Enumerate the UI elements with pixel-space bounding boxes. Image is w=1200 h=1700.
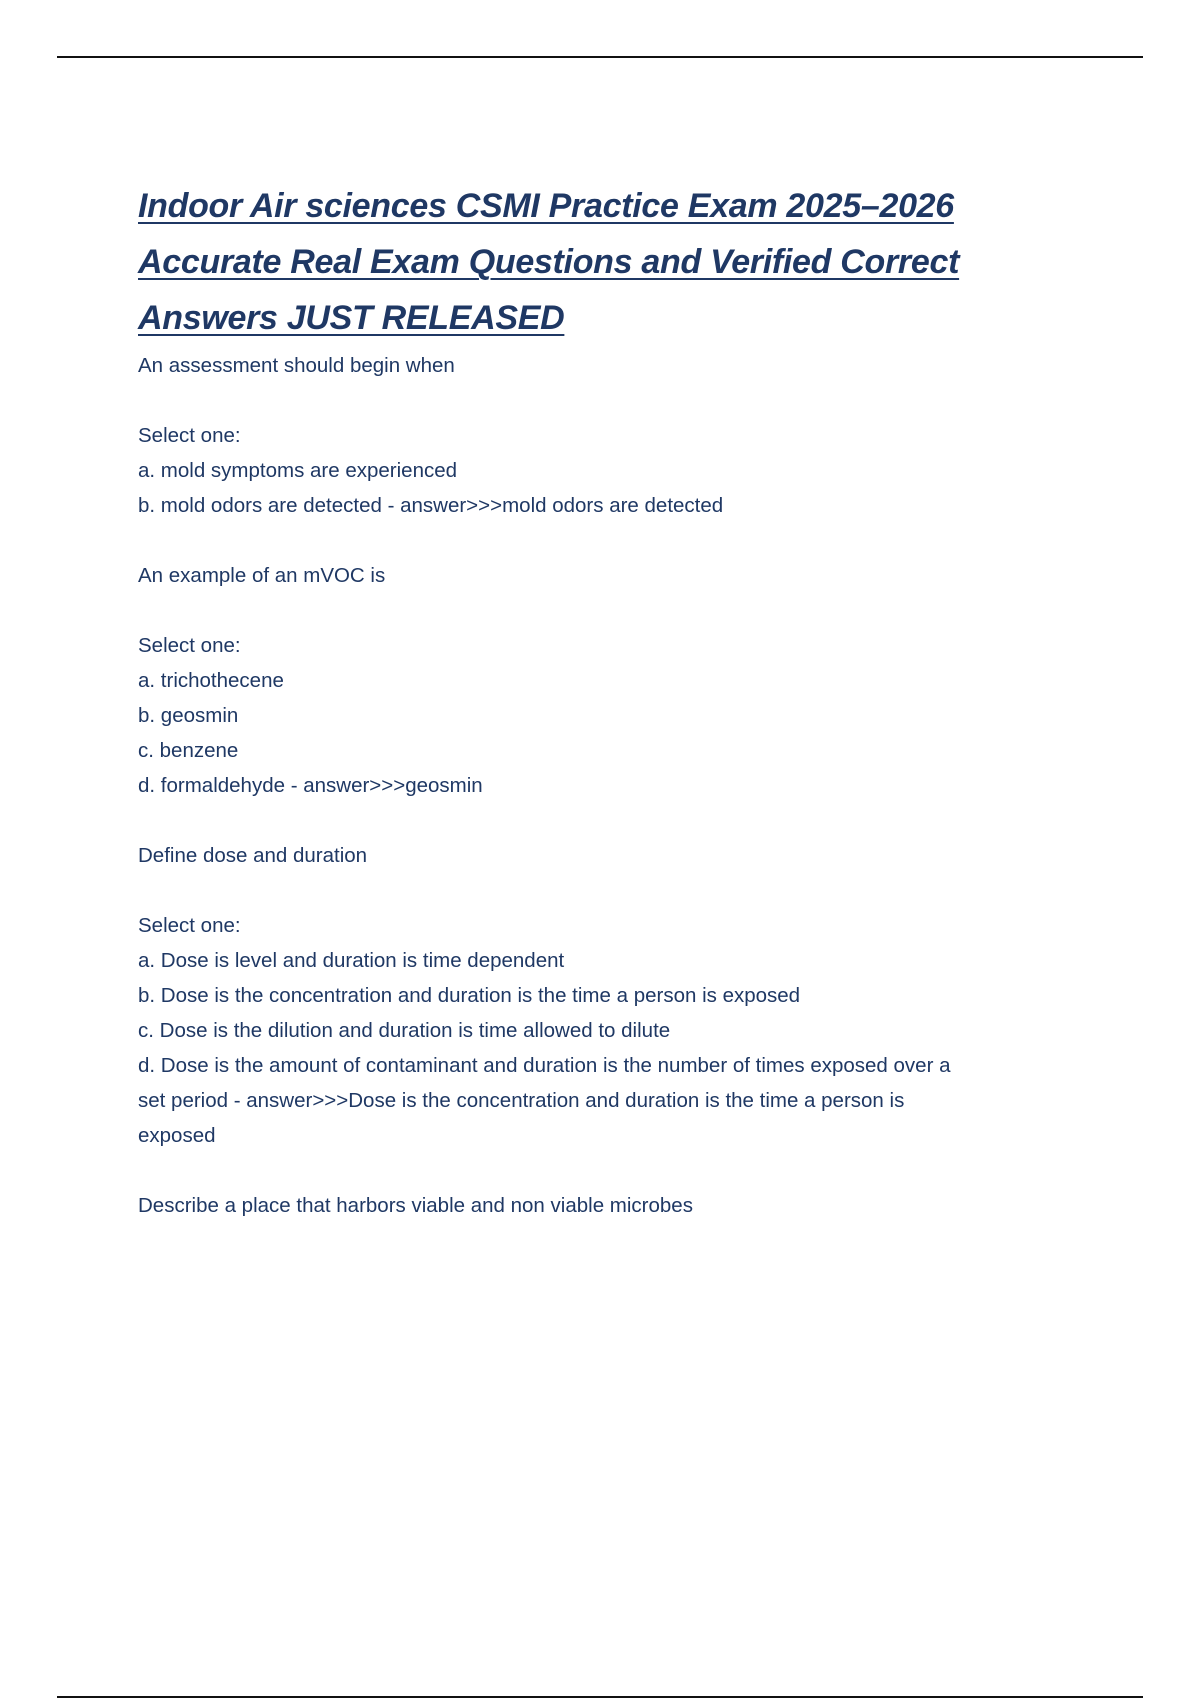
option-a: a. mold symptoms are experienced bbox=[138, 459, 458, 482]
spacer bbox=[138, 593, 1078, 628]
document-content bbox=[138, 178, 1078, 1223]
select-label: Select one: bbox=[138, 424, 241, 447]
option-b: b. mold odors are detected - answer>>>mold odors are detected bbox=[138, 494, 724, 517]
question-1 bbox=[138, 348, 1078, 558]
title-line-3: Answers JUST RELEASED bbox=[138, 299, 565, 337]
option-d-continued: set period - answer>>>Dose is the concentration and duration is the time a person is bbox=[138, 1089, 905, 1112]
spacer bbox=[138, 1153, 1078, 1188]
question-4 bbox=[138, 1188, 1078, 1223]
select-label: Select one: bbox=[138, 914, 241, 937]
question-2 bbox=[138, 558, 1078, 838]
option-d: d. Dose is the amount of contaminant and duration is the number of times exposed over a bbox=[138, 1054, 951, 1077]
select-label: Select one: bbox=[138, 634, 241, 657]
option-c: c. Dose is the dilution and duration is time allowed to dilute bbox=[138, 1019, 671, 1042]
spacer bbox=[138, 523, 1078, 558]
spacer bbox=[138, 803, 1078, 838]
option-d: d. formaldehyde - answer>>>geosmin bbox=[138, 774, 483, 797]
spacer bbox=[138, 873, 1078, 908]
question-3 bbox=[138, 838, 1078, 1188]
question-prompt: An example of an mVOC is bbox=[138, 564, 386, 587]
bottom-divider bbox=[57, 1696, 1143, 1698]
spacer bbox=[138, 383, 1078, 418]
option-b: b. Dose is the concentration and duration is the time a person is exposed bbox=[138, 984, 801, 1007]
document-title bbox=[138, 178, 1078, 346]
question-prompt: Define dose and duration bbox=[138, 844, 368, 867]
top-divider bbox=[57, 56, 1143, 58]
option-b: b. geosmin bbox=[138, 704, 239, 727]
question-prompt: Describe a place that harbors viable and non viable microbes bbox=[138, 1194, 693, 1217]
option-d-continued: exposed bbox=[138, 1124, 216, 1147]
question-list bbox=[138, 348, 1078, 1223]
question-prompt: An assessment should begin when bbox=[138, 354, 455, 377]
title-line-2: Accurate Real Exam Questions and Verified Correct bbox=[138, 243, 960, 281]
title-line-1: Indoor Air sciences CSMI Practice Exam 2025–2026 bbox=[138, 187, 954, 225]
option-a: a. trichothecene bbox=[138, 669, 284, 692]
option-a: a. Dose is level and duration is time dependent bbox=[138, 949, 565, 972]
option-c: c. benzene bbox=[138, 739, 239, 762]
